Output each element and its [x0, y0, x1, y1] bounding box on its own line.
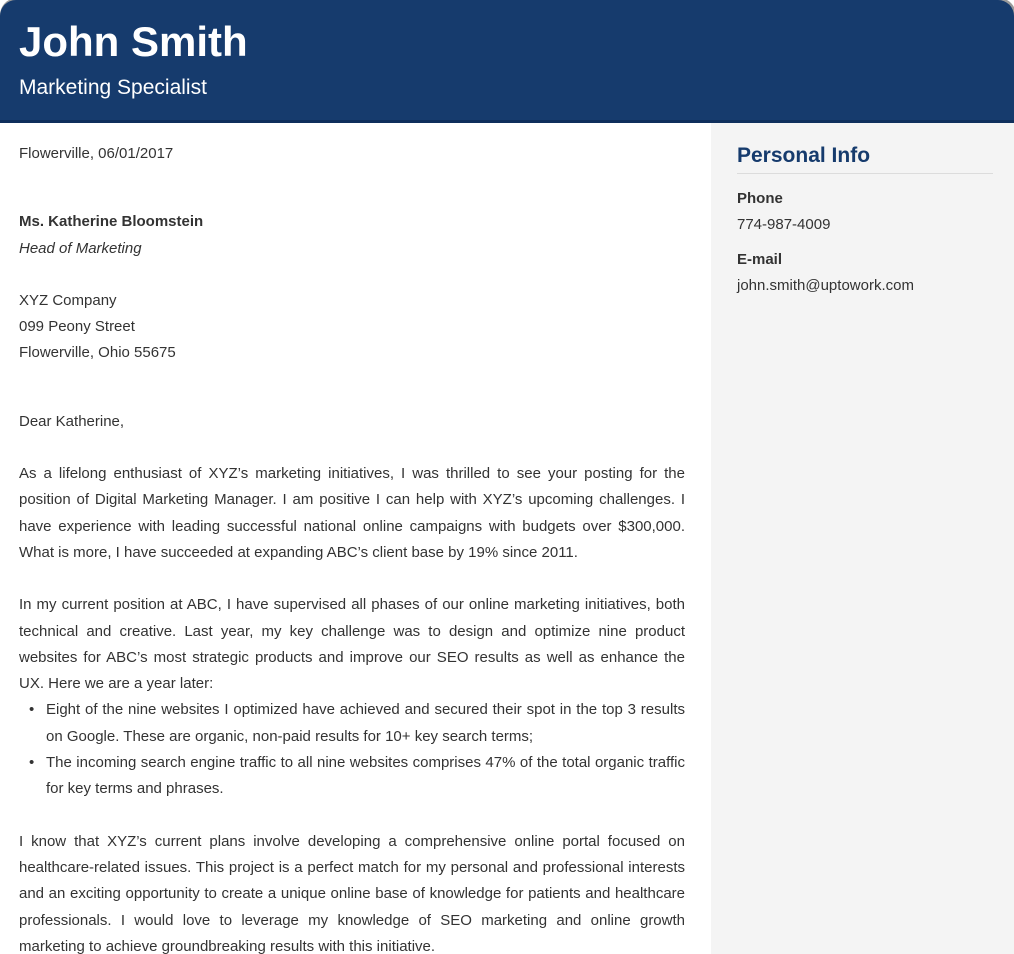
achievements-list	[19, 697, 685, 802]
applicant-title: Marketing Specialist	[19, 76, 207, 99]
phone-label: Phone	[737, 190, 783, 207]
bullet-icon: •	[29, 754, 35, 772]
recipient-address	[19, 288, 685, 367]
paragraph-motivation: I know that XYZ’s current plans involve developing a comprehensive online portal focused on healthcare-related issues. This project is a perfect match for my personal and professional interests and an exciting opportunity to create a unique online base of knowledge for patients and healthcare professionals. I would love to leverage my knowledge of SEO marketing and online growth marketing to achieve groundbreaking results with this initiative.	[19, 832, 685, 954]
address-line: 099 Peony Street	[19, 318, 135, 336]
phone-value: 774-987-4009	[737, 216, 831, 233]
resume-header	[0, 0, 1014, 122]
list-item-text: The incoming search engine traffic to all nine websites comprises 47% of the total organic traffic for key terms and phrases.	[46, 754, 685, 798]
bullet-icon: •	[29, 701, 35, 719]
list-item-text: Eight of the nine websites I optimized have achieved and secured their spot in the top 3 results on Google. These are organic, non-paid results for 10+ key search terms;	[46, 701, 685, 745]
date-line: Flowerville, 06/01/2017	[19, 145, 174, 162]
cover-letter	[19, 141, 685, 954]
personal-info-section	[737, 143, 993, 299]
recipient-role: Head of Marketing	[19, 239, 142, 257]
salutation: Dear Katherine,	[19, 412, 125, 430]
paragraph-experience: In my current position at ABC, I have supervised all phases of our online marketing initiatives, both technical and creative. Last year, my key challenge was to design and optimize nine product websites for ABC’s most strategic products and improve our SEO results as well as enhance the UX. Here we are a year later:	[19, 596, 685, 693]
address-line: Flowerville, Ohio 55675	[19, 344, 176, 362]
email-value[interactable]: john.smith@uptowork.com	[737, 277, 914, 294]
list-item	[19, 697, 685, 750]
email-label: E-mail	[737, 251, 783, 268]
sidebar	[711, 123, 1014, 954]
letter-body	[0, 123, 711, 954]
list-item	[19, 750, 685, 803]
applicant-name: John Smith	[19, 18, 248, 65]
recipient-name: Ms. Katherine Bloomstein	[19, 213, 204, 231]
paragraph-intro: As a lifelong enthusiast of XYZ’s marketing initiatives, I was thrilled to see your posting for the position of Digital Marketing Manager. I am positive I can help with XYZ’s upcoming challenges. I have experience with leading successful national online campaigns with budgets over $300,000. What is more, I have succeeded at expanding ABC’s client base by 19% since 2011.	[19, 465, 685, 561]
address-line: XYZ Company	[19, 291, 117, 309]
section-heading: Personal Info	[737, 143, 993, 174]
